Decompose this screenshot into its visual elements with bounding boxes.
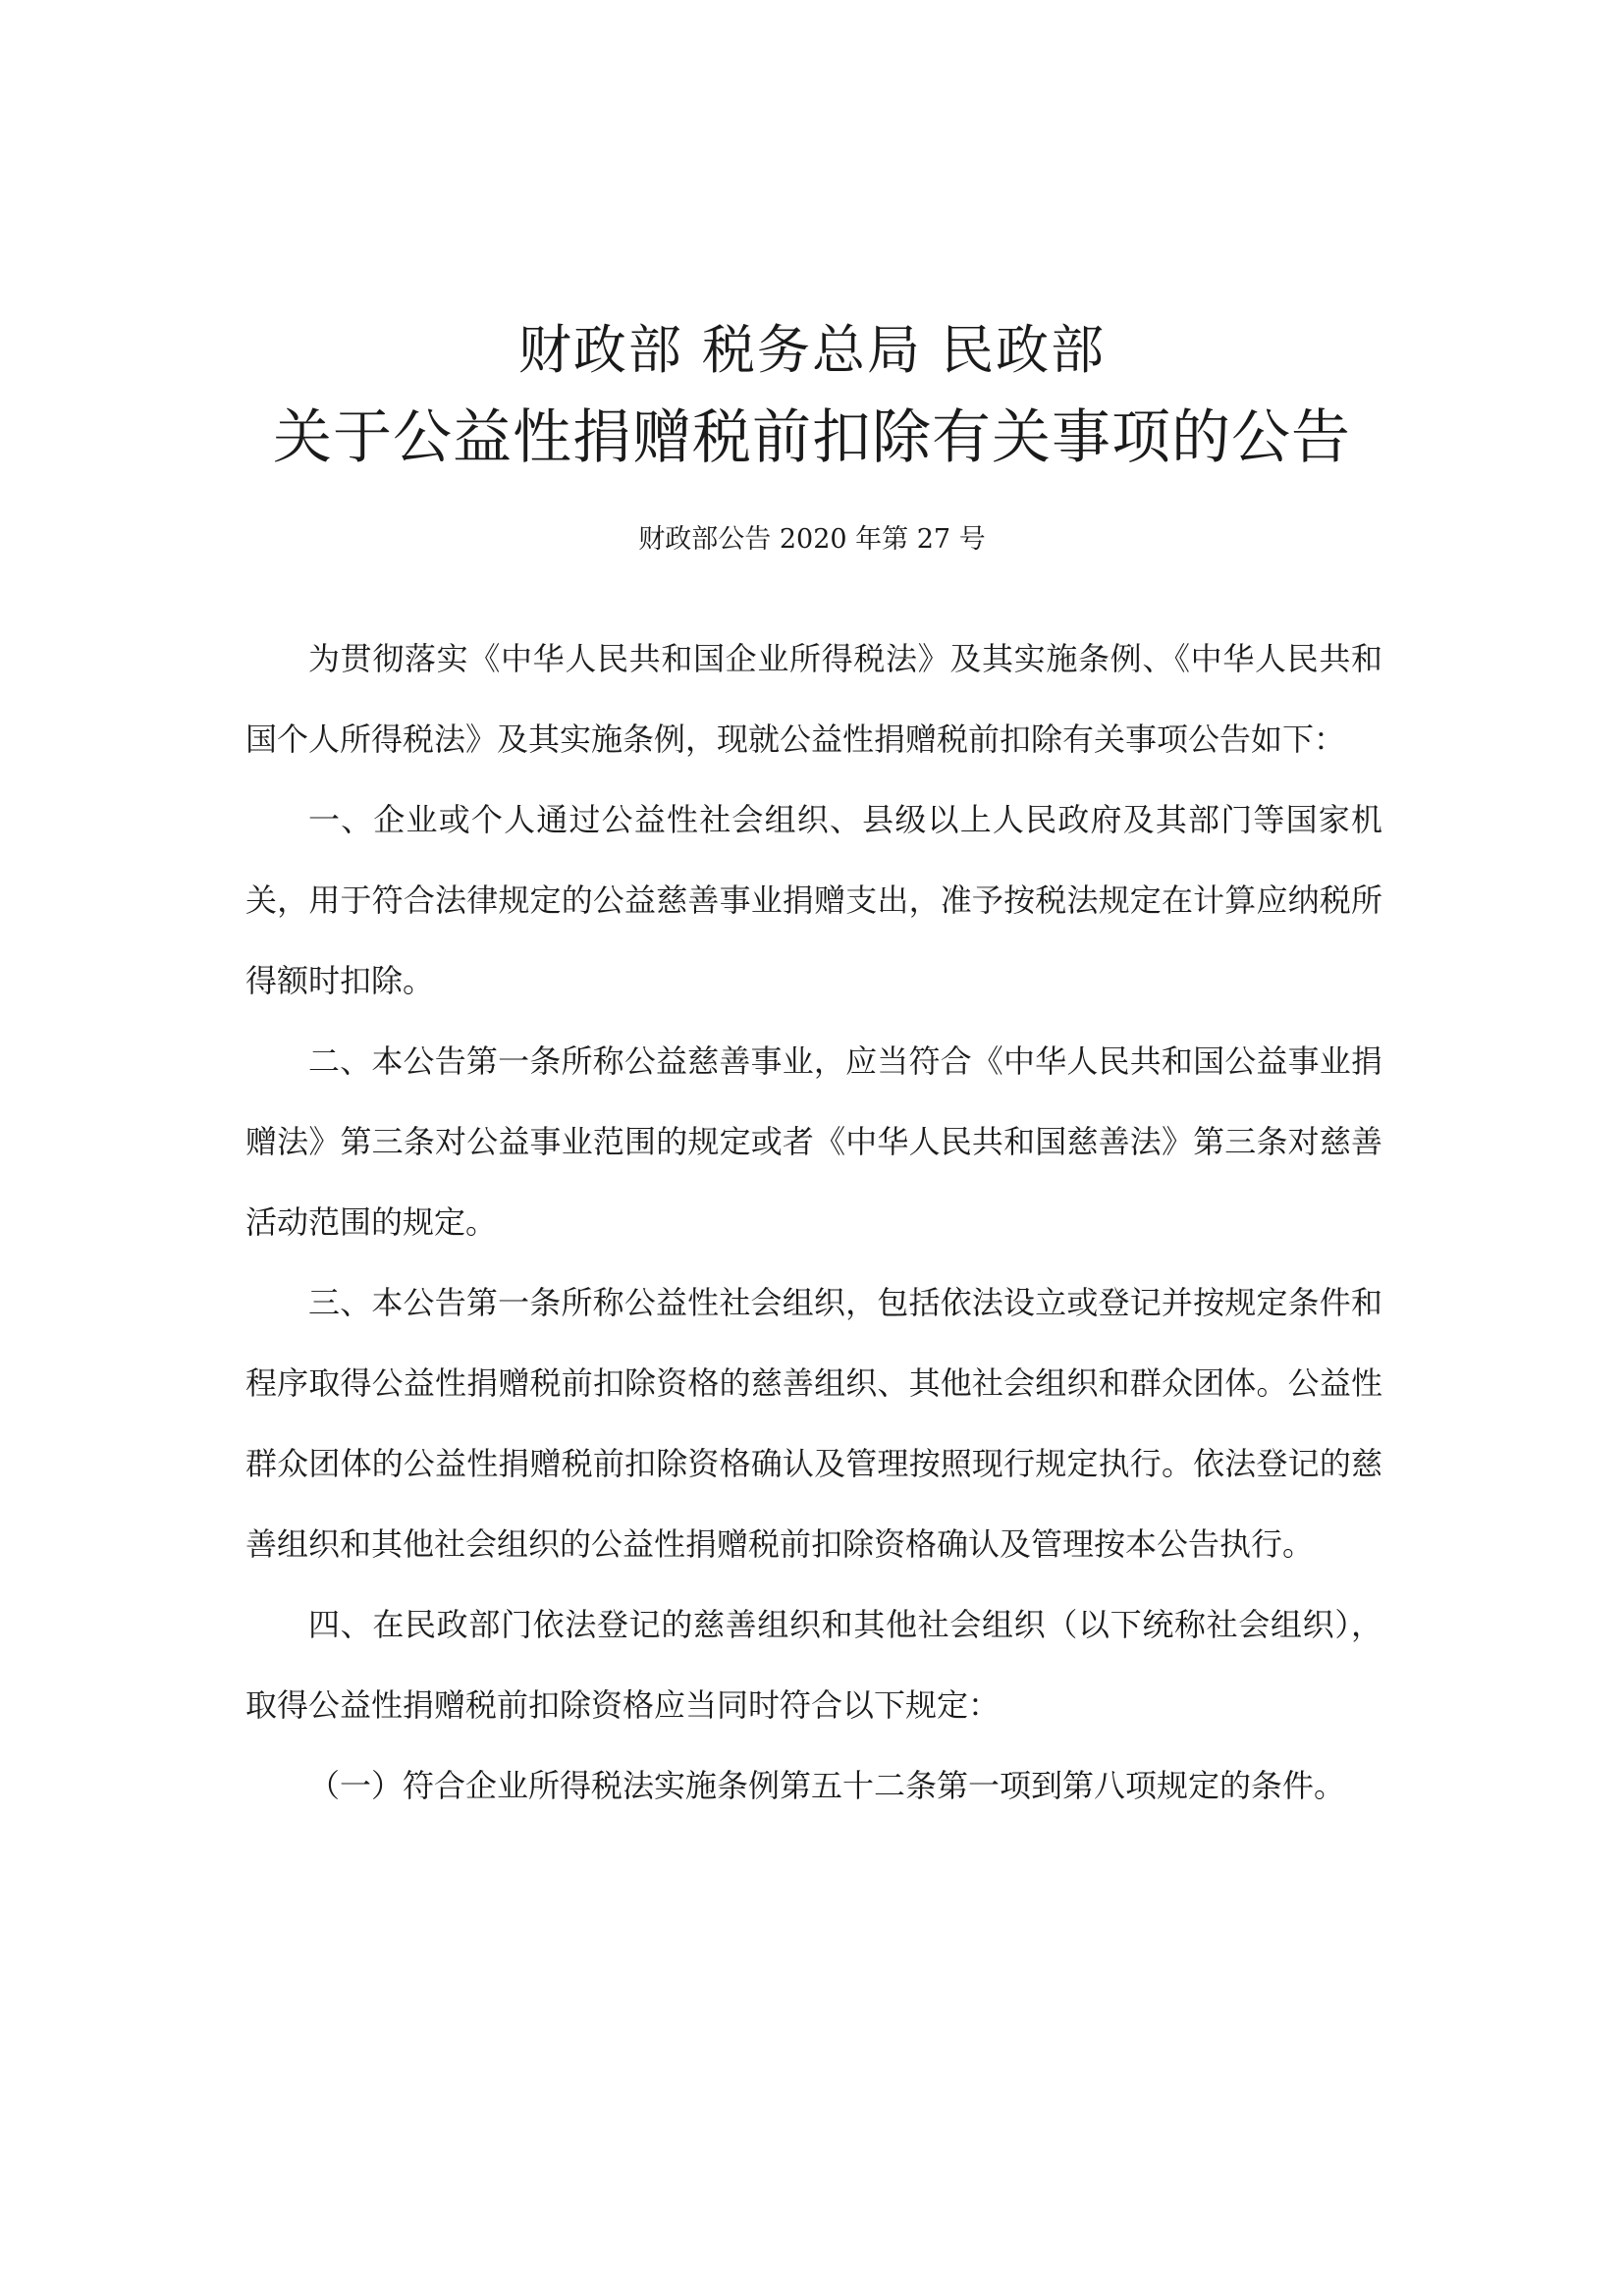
paragraph-preamble: 为贯彻落实《中华人民共和国企业所得税法》及其实施条例、《中华人民共和国个人所得税法》及其实施条例，现就公益性捐赠税前扣除有关事项公告如下： bbox=[245, 640, 1382, 758]
paragraph-article-3: 三、本公告第一条所称公益性社会组织，包括依法设立或登记并按规定条件和程序取得公益性捐赠税前扣除资格的慈善组织、其他社会组织和群众团体。公益性群众团体的公益性捐赠税前扣除资格确认及管理按照现行规定执行。依法登记的慈善组织和其他社会组织的公益性捐赠税前扣除资格确认及管理按本公告执行。 bbox=[245, 1284, 1382, 1563]
document-body bbox=[245, 618, 1382, 1826]
paragraph-article-4-item-1: （一）符合企业所得税法实施条例第五十二条第一项到第八项规定的条件。 bbox=[308, 1767, 1346, 1804]
announcement-title: 关于公益性捐赠税前扣除有关事项的公告 bbox=[273, 403, 1351, 472]
paragraph-article-1: 一、企业或个人通过公益性社会组织、县级以上人民政府及其部门等国家机关，用于符合法律规定的公益慈善事业捐赠支出，准予按税法规定在计算应纳税所得额时扣除。 bbox=[245, 801, 1382, 999]
document-number: 财政部公告 2020 年第 27 号 bbox=[638, 524, 986, 555]
paragraph-article-2: 二、本公告第一条所称公益慈善事业，应当符合《中华人民共和国公益事业捐赠法》第三条对公益事业范围的规定或者《中华人民共和国慈善法》第三条对慈善活动范围的规定。 bbox=[245, 1042, 1382, 1241]
issuing-agencies-title: 财政部 税务总局 民政部 bbox=[517, 319, 1107, 381]
paragraph-article-4: 四、在民政部门依法登记的慈善组织和其他社会组织（以下统称社会组织），取得公益性捐赠税前扣除资格应当同时符合以下规定： bbox=[245, 1606, 1382, 1724]
